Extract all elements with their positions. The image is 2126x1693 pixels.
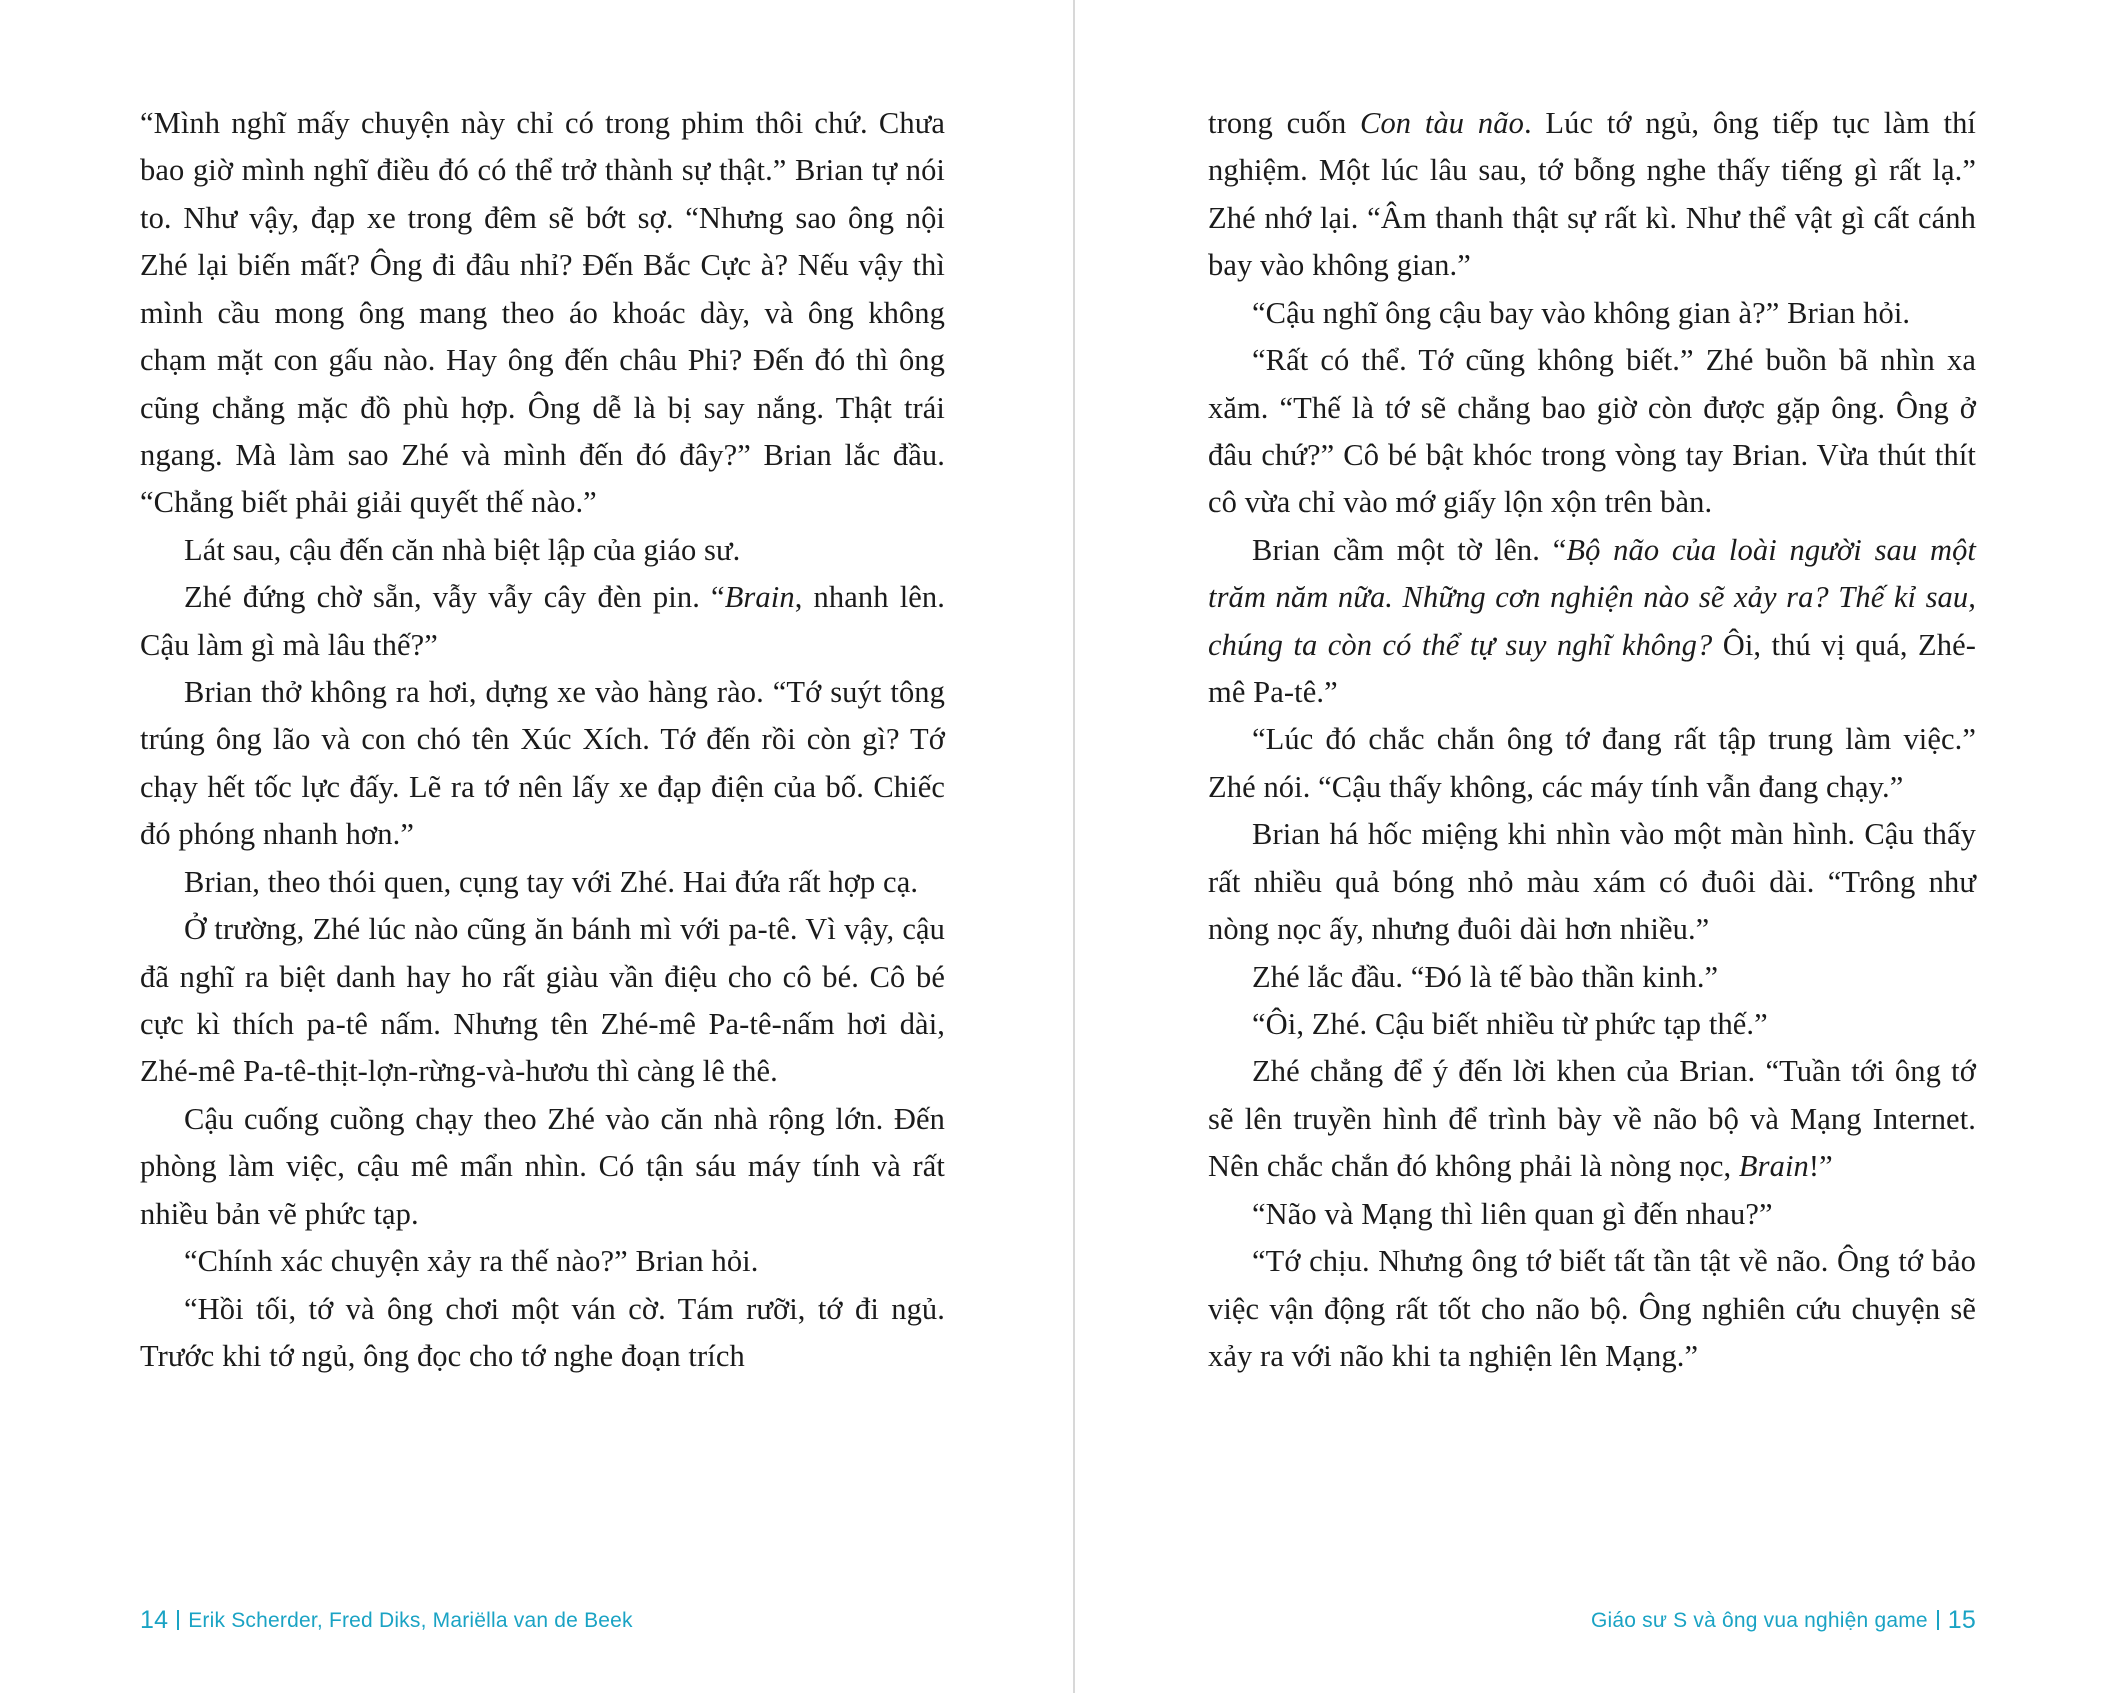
paragraph: Lát sau, cậu đến căn nhà biệt lập của giáo sư. xyxy=(184,532,741,567)
footer-divider xyxy=(177,1610,179,1630)
page-right xyxy=(1073,0,2126,1693)
paragraph: “Hồi tối, tớ và ông chơi một ván cờ. Tám rưỡi, tớ đi ngủ. Trước khi tớ ngủ, ông đọc cho tớ nghe đoạn trích xyxy=(140,1291,945,1373)
footer-authors: Erik Scherder, Fred Diks, Mariëlla van de Beek xyxy=(188,1609,633,1632)
page-number-left: 14 xyxy=(140,1606,169,1634)
paragraph: Zhé chẳng để ý đến lời khen của Brian. “Tuần tới ông tớ sẽ lên truyền hình để trình bày về não bộ và Mạng Internet. Nên chắc chắn đó không phải là nòng nọc, Brain!” xyxy=(1208,1054,1976,1184)
page-number-right: 15 xyxy=(1947,1606,1976,1634)
paragraph: Ở trường, Zhé lúc nào cũng ăn bánh mì với pa-tê. Vì vậy, cậu đã nghĩ ra biệt danh hay ho rất giàu vần điệu cho cô bé. Cô bé cực kì thích pa-tê nấm. Nhưng tên Zhé-mê Pa-tê-nấm hơi dài, Zhé-mê Pa-tê-thịt-lợn-rừng-và-hươu thì càng lê thê. xyxy=(140,912,945,1089)
paragraph: trong cuốn Con tàu não. Lúc tớ ngủ, ông tiếp tục làm thí nghiệm. Một lúc lâu sau, tớ bỗng nghe thấy tiếng gì rất lạ.” Zhé nhớ lại. “Âm thanh thật sự rất kì. Như thể vật gì cất cánh bay vào không gian.” xyxy=(1208,106,1976,283)
paragraph: “Mình nghĩ mấy chuyện này chỉ có trong phim thôi chứ. Chưa bao giờ mình nghĩ điều đó có thể trở thành sự thật.” Brian tự nói to. Như vậy, đạp xe trong đêm sẽ bớt sợ. “Nhưng sao ông nội Zhé lại biến mất? Ông đi đâu nhỉ? Đến Bắc Cực à? Nếu vậy thì mình cầu mong ông mang theo áo khoác dày, và ông không chạm mặt con gấu nào. Hay ông đến châu Phi? Đến đó thì ông cũng chẳng mặc đồ phù hợp. Ông dễ là bị say nắng. Thật trái ngang. Mà làm sao Zhé và mình đến đó đây?” Brian lắc đầu. “Chẳng biết phải giải quyết thế nào.” xyxy=(140,106,945,520)
paragraph: Cậu cuống cuồng chạy theo Zhé vào căn nhà rộng lớn. Đến phòng làm việc, cậu mê mẩn nhìn. Có tận sáu máy tính và rất nhiều bản vẽ phức tạp. xyxy=(140,1101,945,1231)
paragraph: “Não và Mạng thì liên quan gì đến nhau?” xyxy=(1252,1196,1773,1231)
paragraph: Brian thở không ra hơi, dựng xe vào hàng rào. “Tớ suýt tông trúng ông lão và con chó tên Xúc Xích. Tớ đến rồi còn gì? Tớ chạy hết tốc lực đấy. Lẽ ra tớ nên lấy xe đạp điện của bố. Chiếc đó phóng nhanh hơn.” xyxy=(140,675,945,852)
paragraph: Zhé đứng chờ sẵn, vẫy vẫy cây đèn pin. “Brain, nhanh lên. Cậu làm gì mà lâu thế?” xyxy=(140,580,945,662)
paragraph: “Lúc đó chắc chắn ông tớ đang rất tập trung làm việc.” Zhé nói. “Cậu thấy không, các máy tính vẫn đang chạy.” xyxy=(1208,722,1976,804)
paragraph: “Rất có thể. Tớ cũng không biết.” Zhé buồn bã nhìn xa xăm. “Thế là tớ sẽ chẳng bao giờ còn được gặp ông. Ông ở đâu chứ?” Cô bé bật khóc trong vòng tay Brian. Vừa thút thít cô vừa chỉ vào mớ giấy lộn xộn trên bàn. xyxy=(1208,343,1976,520)
footer-right xyxy=(1591,1606,1976,1635)
left-text-column xyxy=(140,100,945,1380)
paragraph: “Cậu nghĩ ông cậu bay vào không gian à?” Brian hỏi. xyxy=(1252,295,1911,330)
paragraph: “Chính xác chuyện xảy ra thế nào?” Brian hỏi. xyxy=(184,1244,759,1279)
paragraph: “Ôi, Zhé. Cậu biết nhiều từ phức tạp thế.” xyxy=(1252,1007,1768,1042)
paragraph: “Tớ chịu. Nhưng ông tớ biết tất tần tật về não. Ông tớ bảo việc vận động rất tốt cho não bộ. Ông nghiên cứu chuyện sẽ xảy ra với não khi ta nghiện lên Mạng.” xyxy=(1208,1244,1976,1373)
footer-divider xyxy=(1937,1610,1939,1630)
paragraph: Brian há hốc miệng khi nhìn vào một màn hình. Cậu thấy rất nhiều quả bóng nhỏ màu xám có đuôi dài. “Trông như nòng nọc ấy, nhưng đuôi dài hơn nhiều.” xyxy=(1208,817,1976,947)
footer-left xyxy=(140,1606,633,1635)
paragraph: Brian cầm một tờ lên. “Bộ não của loài người sau một trăm năm nữa. Những cơn nghiện nào sẽ xảy ra? Thế kỉ sau, chúng ta còn có thể tự suy nghĩ không? Ôi, thú vị quá, Zhé-mê Pa-tê.” xyxy=(1208,532,1976,710)
footer-booktitle: Giáo sư S và ông vua nghiện game xyxy=(1590,1609,1928,1632)
right-text-column xyxy=(1208,100,1976,1380)
paragraph: Brian, theo thói quen, cụng tay với Zhé. Hai đứa rất hợp cạ. xyxy=(184,864,919,899)
paragraph: Zhé lắc đầu. “Đó là tế bào thần kinh.” xyxy=(1252,959,1719,994)
